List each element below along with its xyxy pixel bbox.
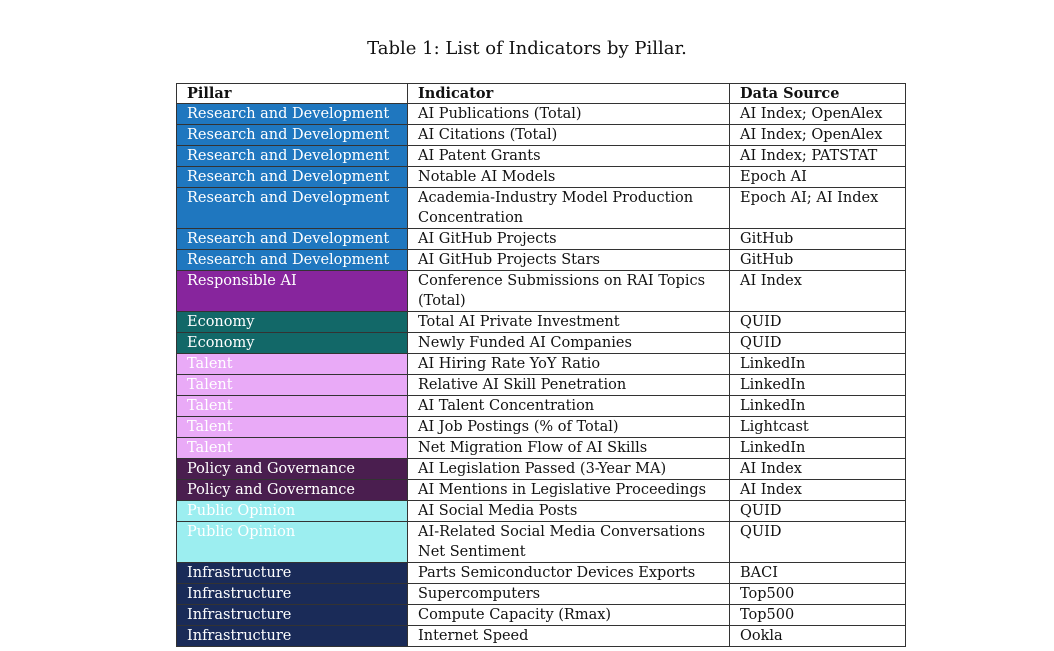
table-row [177, 146, 906, 167]
table-row [177, 563, 906, 584]
data-source-cell: QUID [730, 312, 906, 333]
table-row [177, 354, 906, 375]
indicator-cell: AI Social Media Posts [408, 501, 730, 522]
table-row [177, 229, 906, 250]
data-source-cell: AI Index; OpenAlex [730, 125, 906, 146]
table-row [177, 522, 906, 563]
indicator-cell: AI Mentions in Legislative Proceedings [408, 480, 730, 501]
table-header-row [177, 84, 906, 104]
indicator-cell: Academia-Industry Model Production Concentration [408, 188, 730, 229]
pillar-cell: Talent [177, 396, 408, 417]
pillar-cell: Policy and Governance [177, 459, 408, 480]
indicator-cell: Conference Submissions on RAI Topics (Total) [408, 271, 730, 312]
data-source-cell: QUID [730, 522, 906, 563]
pillar-cell: Research and Development [177, 146, 408, 167]
indicator-cell: Parts Semiconductor Devices Exports [408, 563, 730, 584]
header-indicator: Indicator [408, 84, 730, 104]
pillar-cell: Infrastructure [177, 563, 408, 584]
indicators-table [176, 83, 906, 647]
indicator-cell: AI Publications (Total) [408, 104, 730, 125]
pillar-cell: Research and Development [177, 188, 408, 229]
table-row [177, 250, 906, 271]
indicator-cell: Compute Capacity (Rmax) [408, 605, 730, 626]
table-row [177, 375, 906, 396]
pillar-cell: Infrastructure [177, 626, 408, 647]
indicator-cell: Total AI Private Investment [408, 312, 730, 333]
pillar-cell: Economy [177, 312, 408, 333]
table-row [177, 125, 906, 146]
data-source-cell: AI Index; OpenAlex [730, 104, 906, 125]
indicator-cell: AI Talent Concentration [408, 396, 730, 417]
table-row [177, 167, 906, 188]
pillar-cell: Research and Development [177, 250, 408, 271]
table-row [177, 312, 906, 333]
header-pillar: Pillar [177, 84, 408, 104]
data-source-cell: LinkedIn [730, 438, 906, 459]
pillar-cell: Talent [177, 417, 408, 438]
table-row [177, 417, 906, 438]
data-source-cell: AI Index [730, 271, 906, 312]
indicator-cell: Newly Funded AI Companies [408, 333, 730, 354]
data-source-cell: LinkedIn [730, 396, 906, 417]
pillar-cell: Responsible AI [177, 271, 408, 312]
indicator-cell: Supercomputers [408, 584, 730, 605]
table-row [177, 271, 906, 312]
table-row [177, 480, 906, 501]
data-source-cell: AI Index [730, 480, 906, 501]
indicator-cell: Notable AI Models [408, 167, 730, 188]
data-source-cell: AI Index [730, 459, 906, 480]
pillar-cell: Talent [177, 438, 408, 459]
pillar-cell: Research and Development [177, 229, 408, 250]
data-source-cell: GitHub [730, 229, 906, 250]
indicator-cell: AI Patent Grants [408, 146, 730, 167]
table-row [177, 188, 906, 229]
data-source-cell: AI Index; PATSTAT [730, 146, 906, 167]
data-source-cell: Epoch AI; AI Index [730, 188, 906, 229]
table-row [177, 396, 906, 417]
data-source-cell: QUID [730, 333, 906, 354]
data-source-cell: LinkedIn [730, 375, 906, 396]
table-row [177, 501, 906, 522]
pillar-cell: Economy [177, 333, 408, 354]
table-row [177, 104, 906, 125]
table-row [177, 438, 906, 459]
data-source-cell: Lightcast [730, 417, 906, 438]
table-row [177, 584, 906, 605]
indicator-cell: AI Job Postings (% of Total) [408, 417, 730, 438]
pillar-cell: Policy and Governance [177, 480, 408, 501]
table-row [177, 626, 906, 647]
pillar-cell: Public Opinion [177, 501, 408, 522]
table-row [177, 333, 906, 354]
indicator-cell: Relative AI Skill Penetration [408, 375, 730, 396]
header-data-source: Data Source [730, 84, 906, 104]
data-source-cell: Ookla [730, 626, 906, 647]
indicator-cell: AI GitHub Projects Stars [408, 250, 730, 271]
data-source-cell: BACI [730, 563, 906, 584]
pillar-cell: Public Opinion [177, 522, 408, 563]
pillar-cell: Infrastructure [177, 605, 408, 626]
data-source-cell: Top500 [730, 605, 906, 626]
indicator-cell: AI GitHub Projects [408, 229, 730, 250]
pillar-cell: Research and Development [177, 104, 408, 125]
pillar-cell: Infrastructure [177, 584, 408, 605]
indicator-cell: Internet Speed [408, 626, 730, 647]
data-source-cell: QUID [730, 501, 906, 522]
data-source-cell: Top500 [730, 584, 906, 605]
table-row [177, 605, 906, 626]
indicator-cell: AI Hiring Rate YoY Ratio [408, 354, 730, 375]
pillar-cell: Research and Development [177, 125, 408, 146]
indicator-cell: AI Legislation Passed (3-Year MA) [408, 459, 730, 480]
pillar-cell: Talent [177, 354, 408, 375]
data-source-cell: LinkedIn [730, 354, 906, 375]
table-body [177, 104, 906, 647]
indicator-cell: AI-Related Social Media Conversations Net Sentiment [408, 522, 730, 563]
data-source-cell: GitHub [730, 250, 906, 271]
table-caption: Table 1: List of Indicators by Pillar. [367, 38, 687, 59]
pillar-cell: Talent [177, 375, 408, 396]
indicator-cell: AI Citations (Total) [408, 125, 730, 146]
indicator-cell: Net Migration Flow of AI Skills [408, 438, 730, 459]
pillar-cell: Research and Development [177, 167, 408, 188]
table-row [177, 459, 906, 480]
data-source-cell: Epoch AI [730, 167, 906, 188]
